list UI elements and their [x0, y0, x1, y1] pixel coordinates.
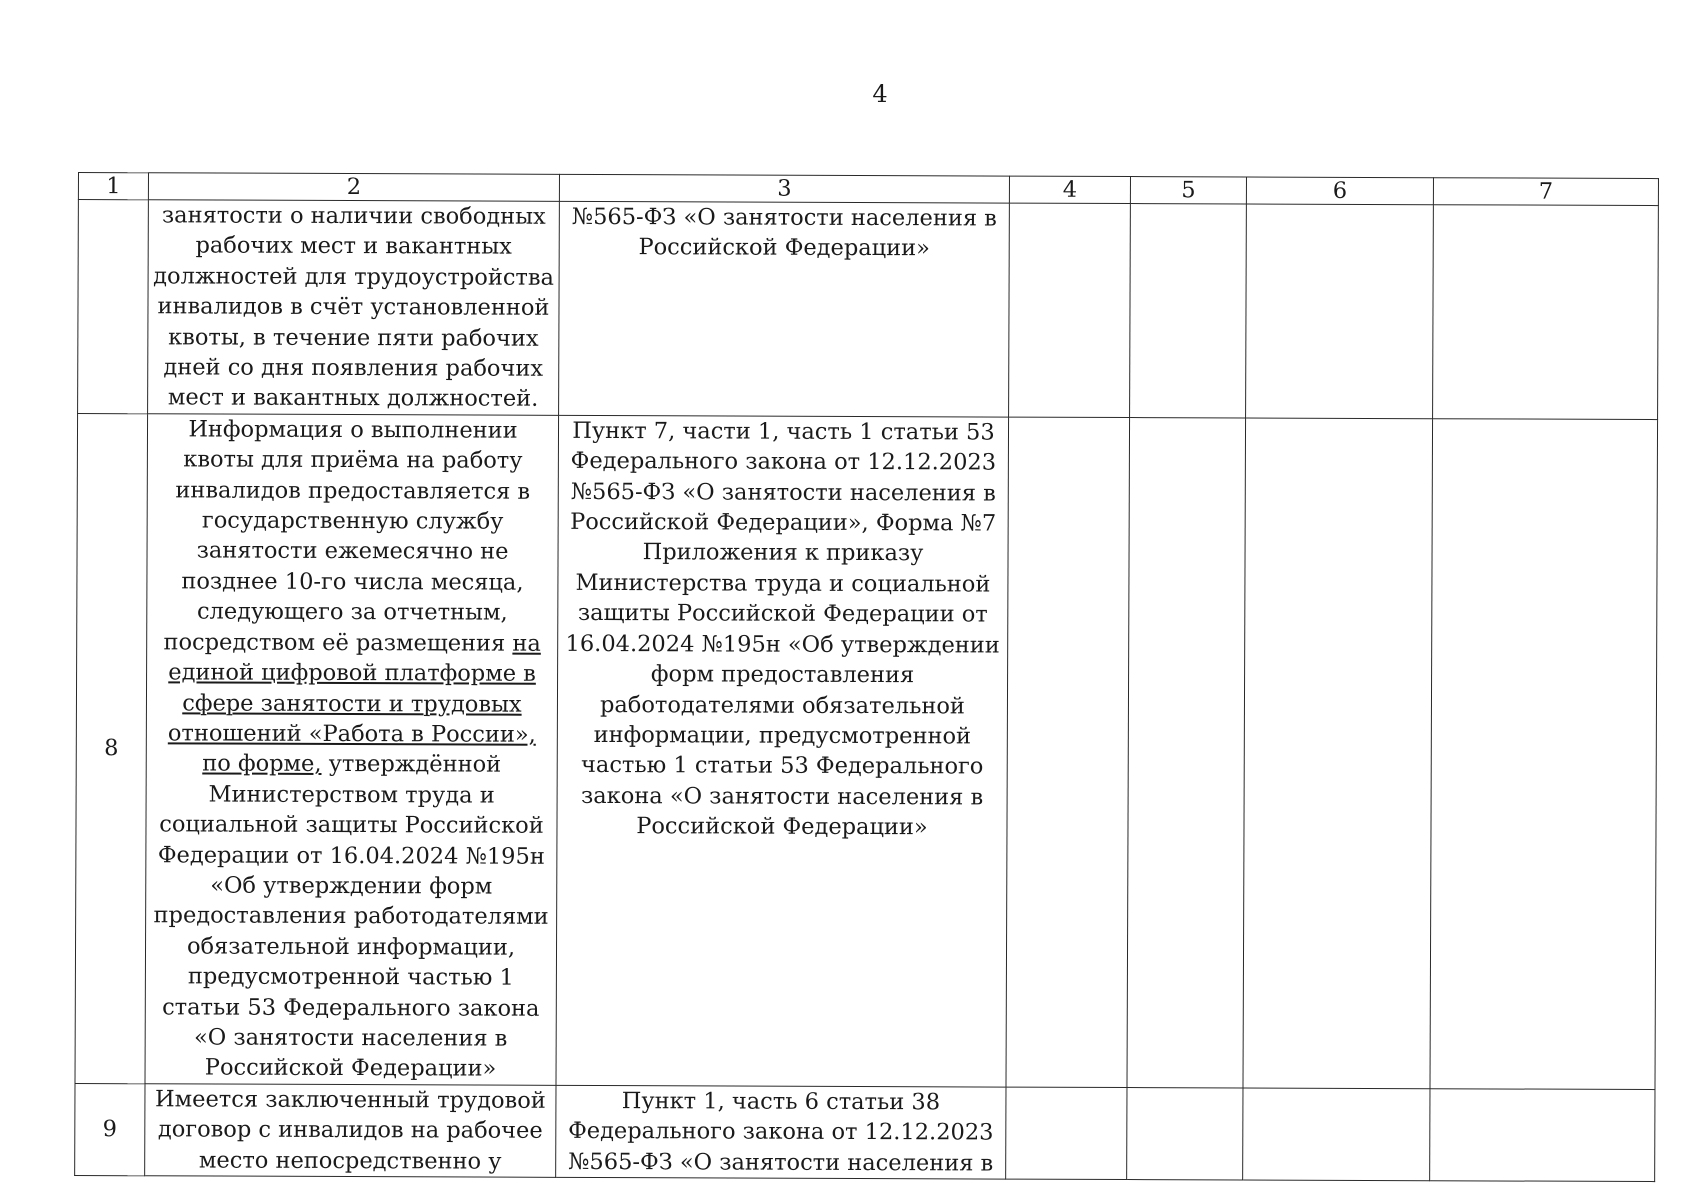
row-number-cell: 9 [75, 1083, 145, 1175]
column-5-cell [1127, 1087, 1243, 1180]
table-row-continued [78, 200, 1659, 420]
column-number-7: 7 [1433, 178, 1658, 206]
column-7-cell [1433, 205, 1659, 420]
column-number-2: 2 [148, 173, 559, 202]
column-number-1: 1 [78, 173, 148, 200]
column-4-cell [1006, 417, 1130, 1087]
column-number-4: 4 [1009, 176, 1130, 203]
row-number-cell: 8 [75, 413, 148, 1083]
requirement-text-underlined: на единой цифровой платформе в сфере занятости и трудовых отношений «Работа в России», по форме, [167, 630, 541, 778]
requirement-text-cell: Имеется заключенный трудовой договор с инвалидов на рабочее место непосредственно у [145, 1084, 556, 1178]
column-7-cell [1430, 1088, 1655, 1181]
table-row-9 [75, 1083, 1655, 1181]
column-number-3: 3 [559, 174, 1009, 203]
requirement-text-part-1: Информация о выполнении квоты для приёма на работу инвалидов предоставляется в государственную службу занятости ежемесячно не позднее 10-го числа месяца, следующего за отчетным, посредством её размещения [163, 416, 531, 657]
requirement-text-cell: занятости о наличии свободных рабочих мест и вакантных должностей для трудоустройства инвалидов в счёт установленной квоты, в течение пяти рабочих дней со дня появления рабочих мест и вакантных должностей. [148, 200, 560, 415]
column-number-6: 6 [1246, 177, 1433, 205]
column-6-cell [1243, 418, 1433, 1089]
column-number-5: 5 [1130, 177, 1246, 204]
requirement-text-part-2: утверждённой Министерством труда и социальной защиты Российской Федерации от 16.04.2024 №195н «Об утверждении форм предоставления работодателями обязательной информации, предусмотренной частью 1 статьи 53 Федерального закона «О занятости населения в Российской Федерации» [153, 751, 549, 1082]
column-6-cell [1246, 204, 1434, 419]
column-4-cell [1006, 1087, 1127, 1180]
column-5-cell [1130, 204, 1247, 418]
page-number: 4 [872, 80, 888, 108]
column-4-cell [1009, 203, 1131, 417]
column-6-cell [1243, 1088, 1430, 1181]
legal-basis-cell: Пункт 7, части 1, часть 1 статьи 53 Федерального закона от 12.12.2023 №565-ФЗ «О занятости населения в Российской Федерации», Форма №7 Приложения к приказу Министерства труда и социальной защиты Российской Федерации от 16.04.2024 №195н «Об утверждении форм предоставления работодателями обязательной информации, предусмотренной частью 1 статьи 53 Федерального закона «О занятости населения в Российской Федерации» [556, 415, 1009, 1087]
requirement-text-cell [145, 414, 559, 1086]
column-7-cell [1430, 419, 1658, 1090]
requirements-table [74, 172, 1659, 1182]
legal-basis-cell: №565-ФЗ «О занятости населения в Российской Федерации» [559, 201, 1010, 417]
column-5-cell [1127, 417, 1246, 1087]
legal-basis-cell: Пункт 1, часть 6 статьи 38 Федерального закона от 12.12.2023 №565-ФЗ «О занятости населения в [556, 1085, 1006, 1179]
row-number-cell [78, 200, 149, 414]
table-row-8 [75, 413, 1658, 1089]
